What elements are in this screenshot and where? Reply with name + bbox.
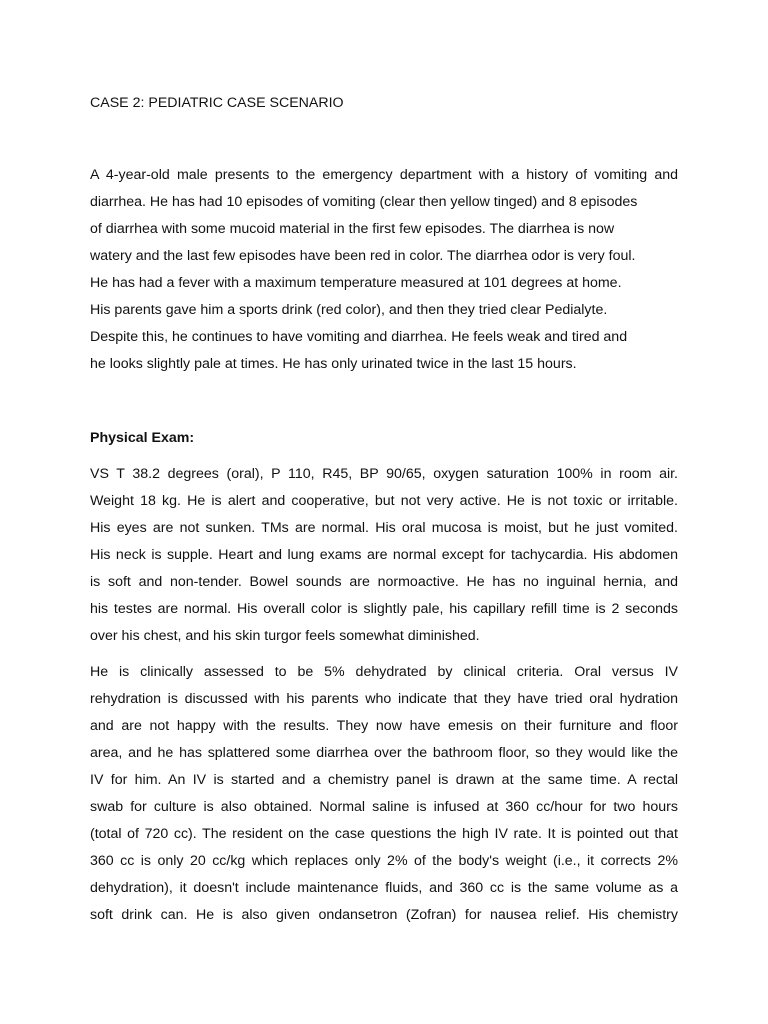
history-line-6: His parents gave him a sports drink (red color), and then they tried clear Pedialyte. — [90, 302, 608, 318]
assessment-line-4: area, and he has splattered some diarrhea over the bathroom floor, so they would like the — [90, 745, 678, 761]
assessment-line-6: swab for culture is also obtained. Normal saline is infused at 360 cc/hour for two hours — [90, 799, 678, 815]
exam-line-2: Weight 18 kg. He is alert and cooperative, but not very active. He is not toxic or irritable. — [90, 493, 678, 509]
history-line-1: A 4-year-old male presents to the emergency department with a history of vomiting and — [90, 167, 678, 183]
assessment-line-7: (total of 720 cc). The resident on the case questions the high IV rate. It is pointed out that — [90, 826, 678, 842]
exam-line-4: His neck is supple. Heart and lung exams are normal except for tachycardia. His abdomen — [90, 547, 678, 563]
assessment-line-1: He is clinically assessed to be 5% dehydrated by clinical criteria. Oral versus IV — [90, 664, 678, 680]
exam-line-1: VS T 38.2 degrees (oral), P 110, R45, BP 90/65, oxygen saturation 100% in room air. — [90, 466, 678, 482]
case-title: CASE 2: PEDIATRIC CASE SCENARIO — [90, 95, 344, 111]
exam-line-7: over his chest, and his skin turgor feels somewhat diminished. — [90, 628, 480, 644]
history-line-8: he looks slightly pale at times. He has only urinated twice in the last 15 hours. — [90, 356, 577, 372]
exam-line-6: his testes are normal. His overall color is slightly pale, his capillary refill time is 2 seconds — [90, 601, 678, 617]
assessment-line-9: dehydration), it doesn't include maintenance fluids, and 360 cc is the same volume as a — [90, 880, 678, 896]
assessment-line-3: and are not happy with the results. They now have emesis on their furniture and floor — [90, 718, 678, 734]
assessment-line-8: 360 cc is only 20 cc/kg which replaces only 2% of the body's weight (i.e., it corrects 2% — [90, 853, 678, 869]
history-line-2: diarrhea. He has had 10 episodes of vomiting (clear then yellow tinged) and 8 episodes — [90, 194, 638, 210]
history-line-3: of diarrhea with some mucoid material in the first few episodes. The diarrhea is now — [90, 221, 615, 237]
exam-line-5: is soft and non-tender. Bowel sounds are normoactive. He has no inguinal hernia, and — [90, 574, 678, 590]
history-line-5: He has had a fever with a maximum temperature measured at 101 degrees at home. — [90, 275, 622, 291]
exam-line-3: His eyes are not sunken. TMs are normal. His oral mucosa is moist, but he just vomited. — [90, 520, 678, 536]
history-line-4: watery and the last few episodes have been red in color. The diarrhea odor is very foul. — [90, 248, 636, 264]
assessment-line-2: rehydration is discussed with his parents who indicate that they have tried oral hydration — [90, 691, 678, 707]
assessment-line-10: soft drink can. He is also given ondansetron (Zofran) for nausea relief. His chemistry — [90, 907, 678, 923]
physical-exam-heading: Physical Exam: — [90, 430, 195, 446]
assessment-line-5: IV for him. An IV is started and a chemistry panel is drawn at the same time. A rectal — [90, 772, 678, 788]
history-line-7: Despite this, he continues to have vomiting and diarrhea. He feels weak and tired and — [90, 329, 628, 345]
